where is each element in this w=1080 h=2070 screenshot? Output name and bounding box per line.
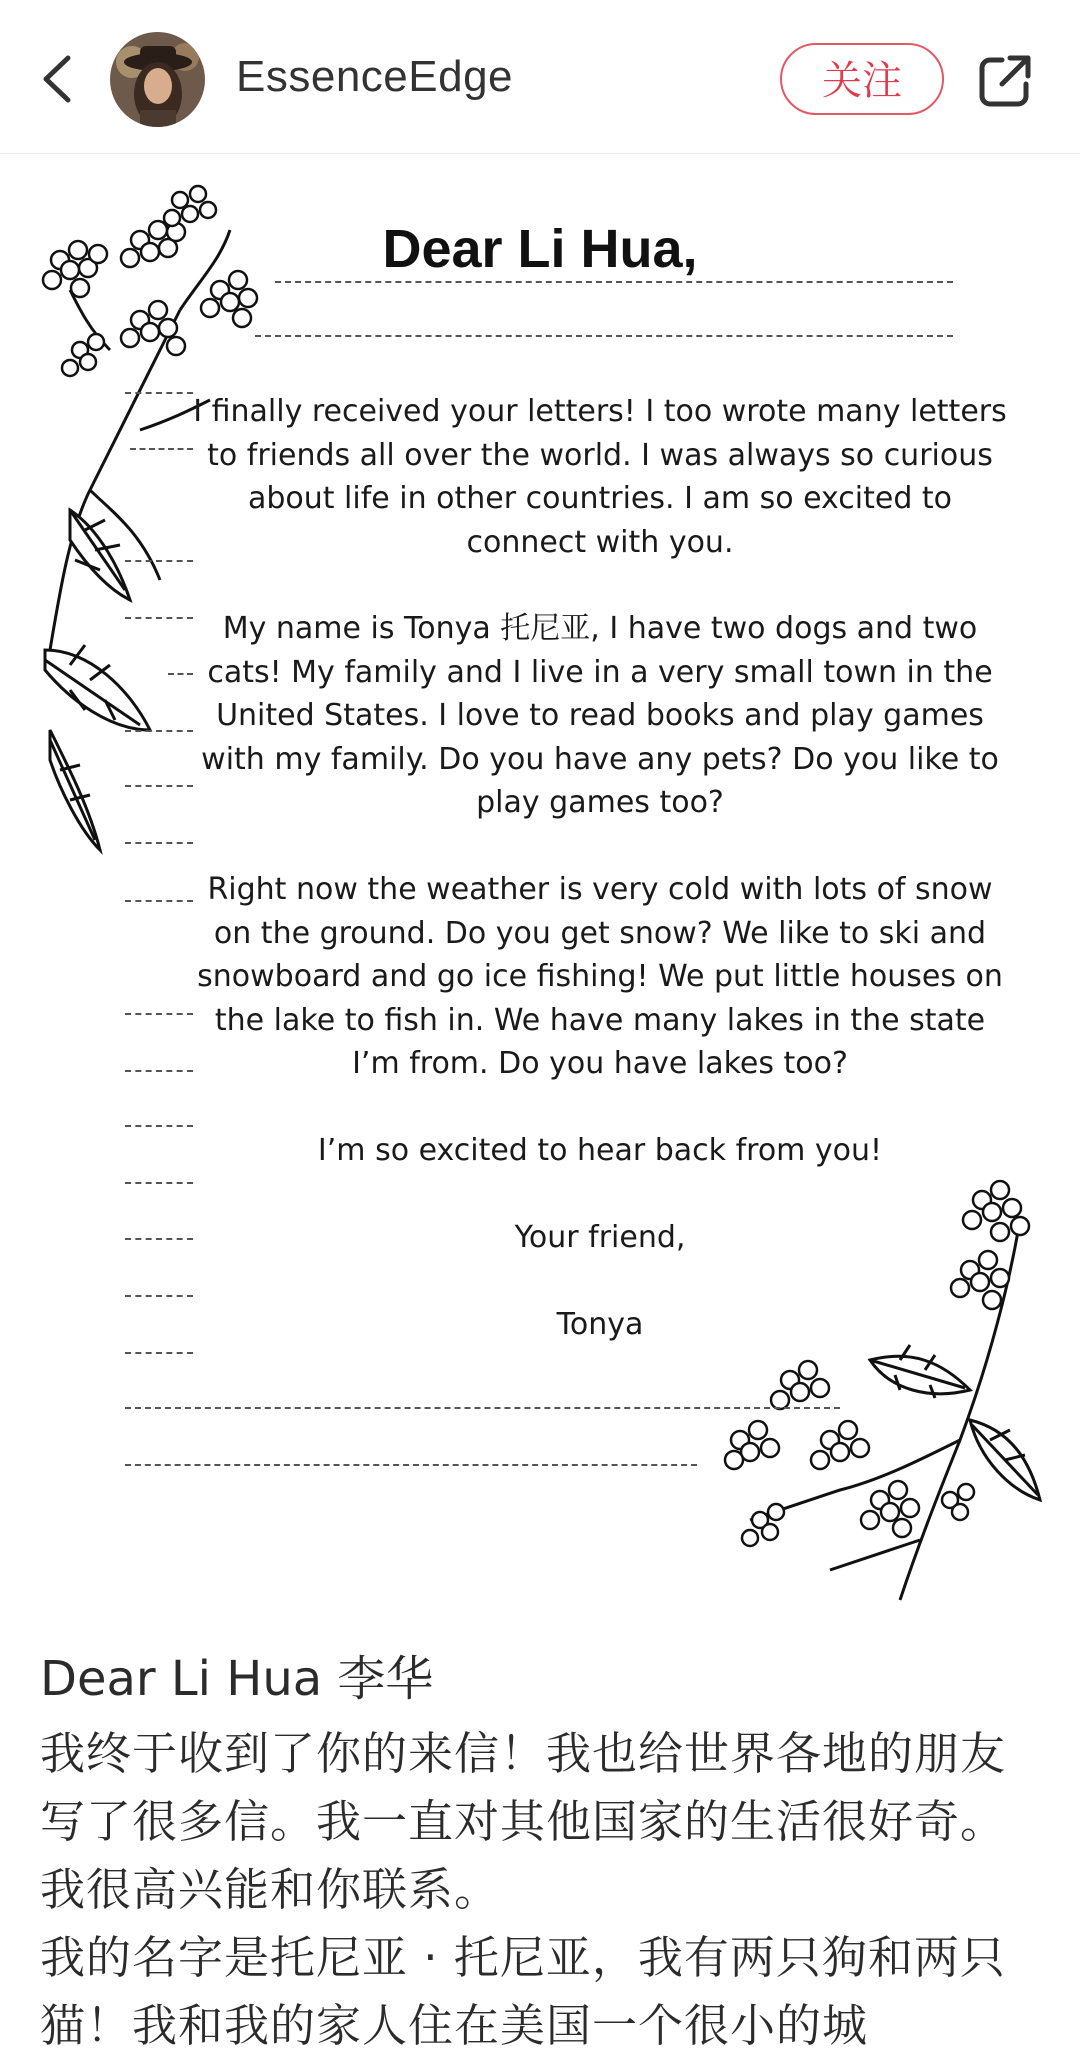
letter-rule-line (125, 1182, 193, 1184)
back-button[interactable] (30, 48, 86, 110)
top-bar (0, 0, 1080, 154)
username[interactable]: EssenceEdge (236, 52, 514, 101)
letter-paragraph-4: I’m so excited to hear back from you! (317, 1133, 883, 1168)
letter-rule-line (125, 1070, 193, 1072)
letter-rule-line (125, 1295, 193, 1297)
letter-rule-line (125, 392, 193, 394)
letter-paragraph-3: Right now the weather is very cold with lots of snow on the ground. Do you get snow? We like to ski and snowboard and go ice fishing! We put little houses on the lake to fish in. We have many lakes in the state I’m from. Do you have lakes too? (197, 872, 1003, 1081)
follow-button[interactable]: 关注 (780, 43, 944, 115)
letter-rule-line (130, 448, 193, 450)
letter-paragraph-1: I finally received your letters! I too wrote many letters to friends all over the world. I was always so curious about life in other countries. I am so excited to connect with you. (193, 394, 1007, 560)
letter-rule-line (125, 1238, 193, 1240)
letter-title: Dear Li Hua, (382, 219, 698, 279)
letter-rule-line (125, 1352, 193, 1354)
chevron-left-icon (30, 48, 86, 110)
avatar-image (110, 32, 205, 127)
share-button[interactable] (976, 52, 1034, 110)
letter-rule-line (125, 785, 193, 787)
share-external-icon (976, 52, 1034, 110)
letter-rule-line (125, 1013, 193, 1015)
letter-rule-line (125, 900, 193, 902)
letter-rule-line (275, 281, 953, 283)
letter-signature: Tonya (556, 1307, 644, 1342)
letter-rule-line (255, 335, 953, 337)
avatar[interactable] (110, 32, 205, 127)
letter-rule-line (125, 1125, 193, 1127)
letter-rule-line (125, 1464, 697, 1466)
letter-rule-line (125, 617, 193, 619)
letter-closing: Your friend, (514, 1220, 686, 1255)
letter-rule-line (125, 842, 193, 844)
post-title: Dear Li Hua 李华 (40, 1651, 434, 1707)
letter-rule-line (125, 1407, 840, 1409)
letter-paragraph-2: My name is Tonya 托尼亚, I have two dogs and two cats! My family and I live in a very small town in the United States. I love to read books and play games with my family. Do you have any pets? Do you like to play games too? (201, 611, 999, 820)
post-body: 我终于收到了你的来信！我也给世界各地的朋友写了很多信。我一直对其他国家的生活很好奇。我很高兴能和你联系。 我的名字是托尼亚 · 托尼亚，我有两只狗和两只猫！我和我的家人住在美国一个很小的城 (40, 1727, 1007, 2052)
letter-rule-line (125, 730, 193, 732)
letter-rule-line (125, 560, 193, 562)
